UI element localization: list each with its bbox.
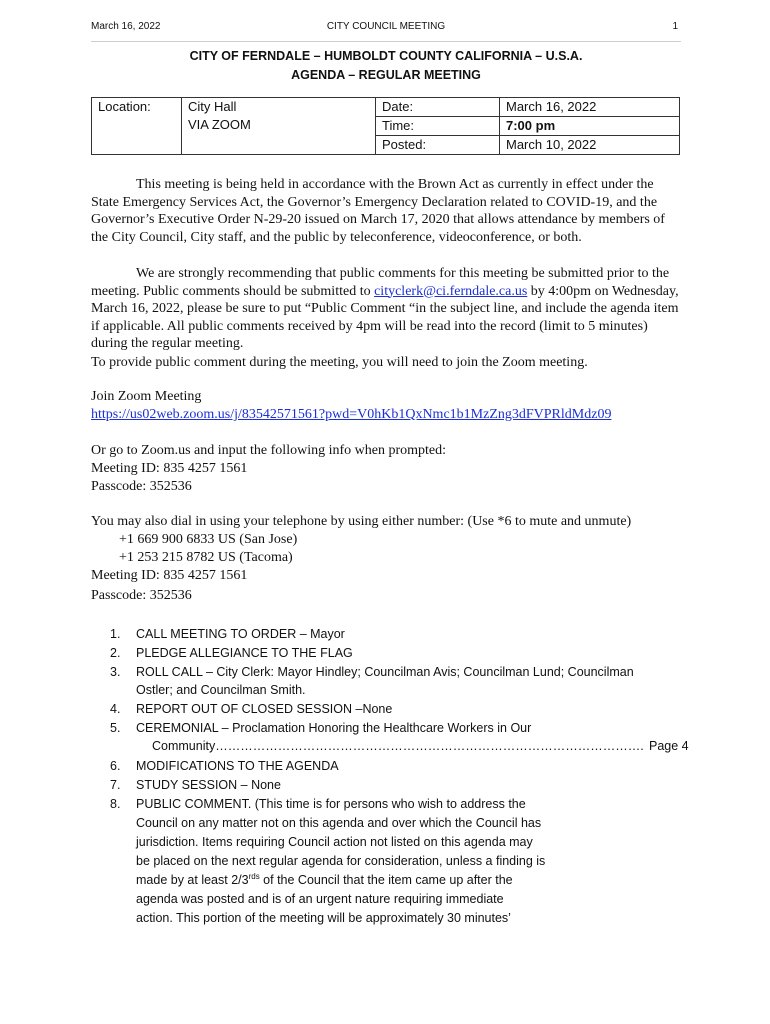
agenda-item-text: REPORT OUT OF CLOSED SESSION –None (136, 702, 393, 716)
agenda-item-text: jurisdiction. Items requiring Council action not listed on this agenda may (136, 835, 533, 849)
posted-label: Posted: (376, 136, 500, 155)
zoom-passcode: Passcode: 352536 (91, 479, 192, 494)
agenda-item-text: STUDY SESSION – None (136, 778, 281, 792)
join-zoom-label: Join Zoom Meeting (91, 389, 202, 404)
agenda-item-number: 4. (110, 702, 121, 716)
agenda-item-text (136, 871, 590, 890)
agenda-item-number: 8. (110, 797, 121, 811)
agenda-item-text: agenda was posted and is of an urgent nature requiring immediate (136, 892, 504, 906)
agenda-item-number: 7. (110, 778, 121, 792)
dial-in-intro: You may also dial in using your telephone by using either number: (Use *6 to mute and unmute) (91, 514, 632, 529)
agenda-item-text: MODIFICATIONS TO THE AGENDA (136, 759, 339, 773)
time-value: 7:00 pm (500, 117, 680, 136)
posted-value: March 10, 2022 (500, 136, 680, 155)
agenda-item-text: Community…………………………………………………………………………………………. (152, 739, 644, 753)
zoom-meeting-link[interactable]: https://us02web.zoom.us/j/83542571561?pwd=V0hKb1QxNmc1b1MzZng3dFVPRldMdz09 (91, 407, 612, 422)
brown-act-paragraph: This meeting is being held in accordance with the Brown Act as currently in effect under the State Emergency Services Act, the Governor’s Emergency Declaration related to COVID-19, and the Governor’s Executive Order N-29-20 issued on March 17, 2020 that allows attendance by members of the City Council, City staff, and the public by teleconference, videoconference, or both. (91, 177, 665, 245)
time-label: Time: (376, 117, 500, 136)
zoom-meeting-id: Meeting ID: 835 4257 1561 (91, 461, 248, 476)
dial-in-passcode: Passcode: 352536 (91, 588, 192, 603)
date-value: March 16, 2022 (500, 98, 680, 117)
dial-in-phone-san-jose: +1 669 900 6833 US (San Jose) (119, 532, 298, 547)
location-label: Location: (92, 98, 182, 155)
agenda-item-text: Ostler; and Councilman Smith. (136, 683, 306, 697)
agenda-item-text: ROLL CALL – City Clerk: Mayor Hindley; Councilman Avis; Councilman Lund; Councilman (136, 665, 634, 679)
zoom-goto-text: Or go to Zoom.us and input the following info when prompted: (91, 443, 447, 458)
public-comment-text-before: We are strongly recommending that public comments for this meeting be submitted prior to the meeting. Public comments should be submitted to (91, 266, 670, 299)
date-label: Date: (376, 98, 500, 117)
agenda-item-text: Council on any matter not on this agenda and over which the Council has (136, 816, 542, 830)
agenda-item-text: be placed on the next regular agenda for consideration, unless a finding is (136, 854, 546, 868)
agenda-item-number: 3. (110, 665, 121, 679)
document-title: CITY OF FERNDALE – HUMBOLDT COUNTY CALIFORNIA – U.S.A. (189, 49, 583, 63)
dial-in-phone-tacoma: +1 253 215 8782 US (Tacoma) (119, 550, 293, 565)
page-header (91, 21, 681, 42)
location-line2: VIA ZOOM (188, 117, 251, 132)
agenda-item-number: 1. (110, 627, 121, 641)
header-date: March 16, 2022 (91, 21, 161, 32)
agenda-item-text: PLEDGE ALLEGIANCE TO THE FLAG (136, 646, 353, 660)
agenda-page-reference: Page 4 (649, 739, 689, 753)
agenda-item-text: PUBLIC COMMENT. (This time is for persons who wish to address the (136, 797, 526, 811)
public-comment-paragraph (91, 265, 681, 353)
location-line1: City Hall (188, 99, 237, 114)
dial-in-meeting-id: Meeting ID: 835 4257 1561 (91, 568, 248, 583)
agenda-item-text: action. This portion of the meeting will be approximately 30 minutes’ (136, 911, 511, 925)
ordinal-superscript: rds (248, 871, 260, 881)
agenda-item-number: 5. (110, 721, 121, 735)
zoom-instruction: To provide public comment during the meeting, you will need to join the Zoom meeting. (91, 355, 588, 370)
document-subtitle: AGENDA – REGULAR MEETING (291, 68, 481, 82)
agenda-item-number: 6. (110, 759, 121, 773)
agenda-item-text: CEREMONIAL – Proclamation Honoring the Healthcare Workers in Our (136, 721, 532, 735)
page-number: 1 (672, 21, 678, 32)
header-title: CITY COUNCIL MEETING (326, 21, 446, 32)
agenda-item-number: 2. (110, 646, 121, 660)
agenda-item-text: CALL MEETING TO ORDER – Mayor (136, 627, 345, 641)
agenda-text-part: of the Council that the item came up after the (259, 873, 513, 887)
city-clerk-email-link[interactable]: cityclerk@ci.ferndale.ca.us (374, 283, 528, 299)
public-comment-text-after: by 4:00pm on Wednesday, March 16, 2022, please be sure to put “Public Comment “in the subject line, and include the agenda item if applicable. All public comments received by 4pm will be read into the record (limit to 5 minutes) during the regular meeting. (91, 283, 679, 352)
meeting-info-table (91, 97, 680, 155)
agenda-text-part: made by at least 2/3 (136, 873, 249, 887)
location-value (182, 98, 376, 155)
